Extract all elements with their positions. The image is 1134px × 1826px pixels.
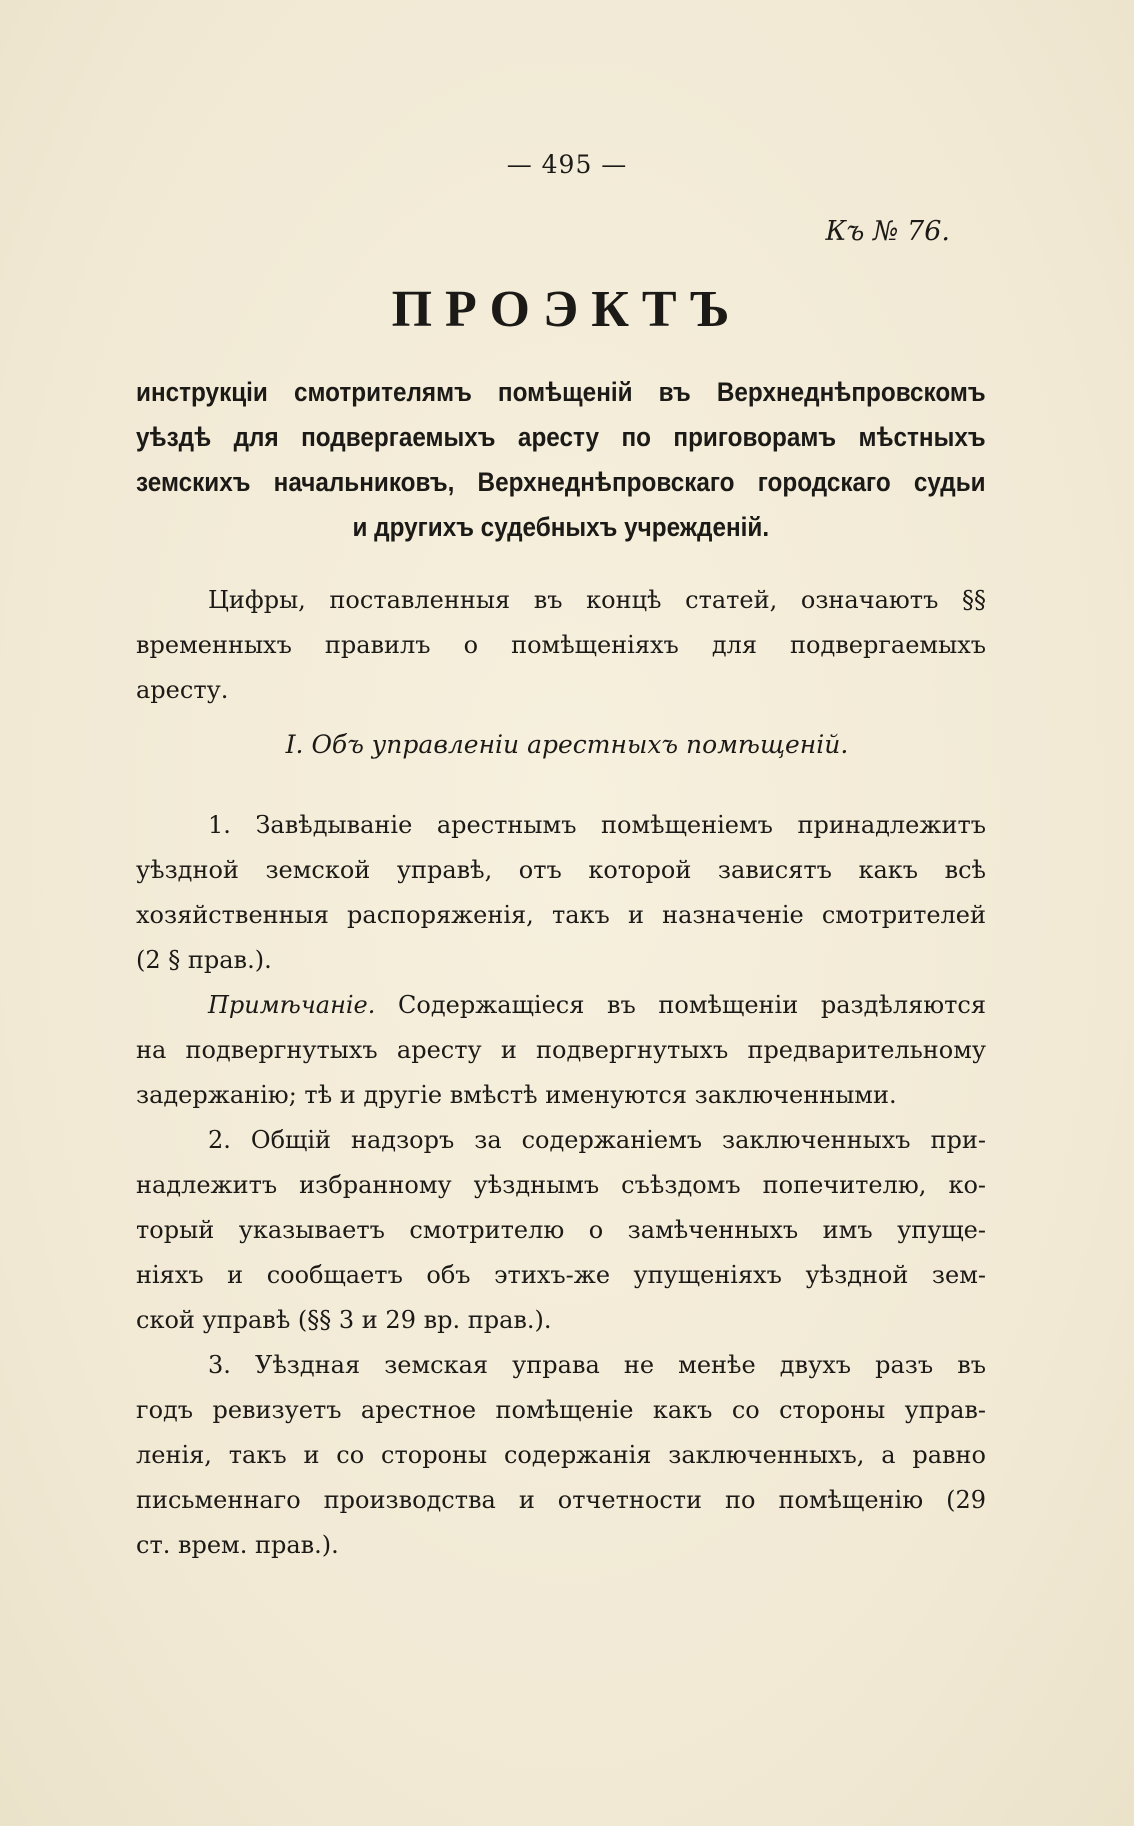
section-heading: I. Объ управленіи арестныхъ помѣщеній. [285,730,849,759]
note-paragraph [136,983,986,1118]
article-1-line: (2 § прав.). [136,946,272,974]
article-3-line: 3. Уѣздная земская управа не менѣе двухъ разъ въ [208,1351,986,1379]
article-3-line: ст. врем. прав.). [136,1531,339,1559]
article-3-line: ленія, такъ и со стороны содержанія заключенныхъ, а равно [136,1441,986,1469]
reference-number: Къ № 76. [825,216,950,247]
article-2-line: торый указываетъ смотрителю о замѣченныхъ имъ упуще- [136,1216,986,1244]
subtitle-line: инструкціи смотрителямъ помѣщеній въ Верхнеднѣпровскомъ [136,377,986,407]
note-first-line [136,983,986,1028]
document-subtitle [136,370,986,550]
subtitle-line: и другихъ судебныхъ учрежденій. [352,512,770,542]
article-1-line: уѣздной земской управѣ, отъ которой зависятъ какъ всѣ [136,856,986,884]
article-2-line: надлежитъ избранному уѣзднымъ съѣздомъ попечителю, ко- [136,1171,986,1199]
article-1 [136,803,986,983]
intro-line: временныхъ правилъ о помѣщеніяхъ для подвергаемыхъ [136,631,986,659]
note-label: Примѣчаніе. [208,991,376,1019]
note-line: Содержащіеся въ помѣщеніи раздѣляются [398,991,986,1019]
subtitle-line: уѣздѣ для подвергаемыхъ аресту по приговорамъ мѣстныхъ [136,422,986,452]
intro-paragraph [136,578,986,713]
article-2-line: ніяхъ и сообщаетъ объ этихъ-же упущеніяхъ уѣздной зем- [136,1261,986,1289]
article-2-line: 2. Общій надзоръ за содержаніемъ заключенныхъ при- [208,1126,986,1154]
article-3-line: годъ ревизуетъ арестное помѣщеніе какъ со стороны управ- [136,1396,986,1424]
note-line: задержанію; тѣ и другіе вмѣстѣ именуются заключенными. [136,1081,897,1109]
intro-line: Цифры, поставленныя въ концѣ статей, означаютъ §§ [208,586,986,614]
document-title: ПРОЭКТЪ [391,281,743,338]
article-1-line: 1. Завѣдываніе арестнымъ помѣщеніемъ принадлежитъ [208,811,986,839]
page-number: — 495 — [506,150,628,179]
article-1-line: хозяйственныя распоряженія, такъ и назначеніе смотрителей [136,901,986,929]
article-3-line: письменнаго производства и отчетности по помѣщенію (29 [136,1486,986,1514]
article-2-line: ской управѣ (§§ 3 и 29 вр. прав.). [136,1306,552,1334]
article-2 [136,1118,986,1343]
subtitle-line: земскихъ начальниковъ, Верхнеднѣпровскаго городскаго судьи [136,467,986,497]
article-3 [136,1343,986,1568]
note-line: на подвергнутыхъ аресту и подвергнутыхъ предварительному [136,1036,986,1064]
intro-line: аресту. [136,676,229,704]
